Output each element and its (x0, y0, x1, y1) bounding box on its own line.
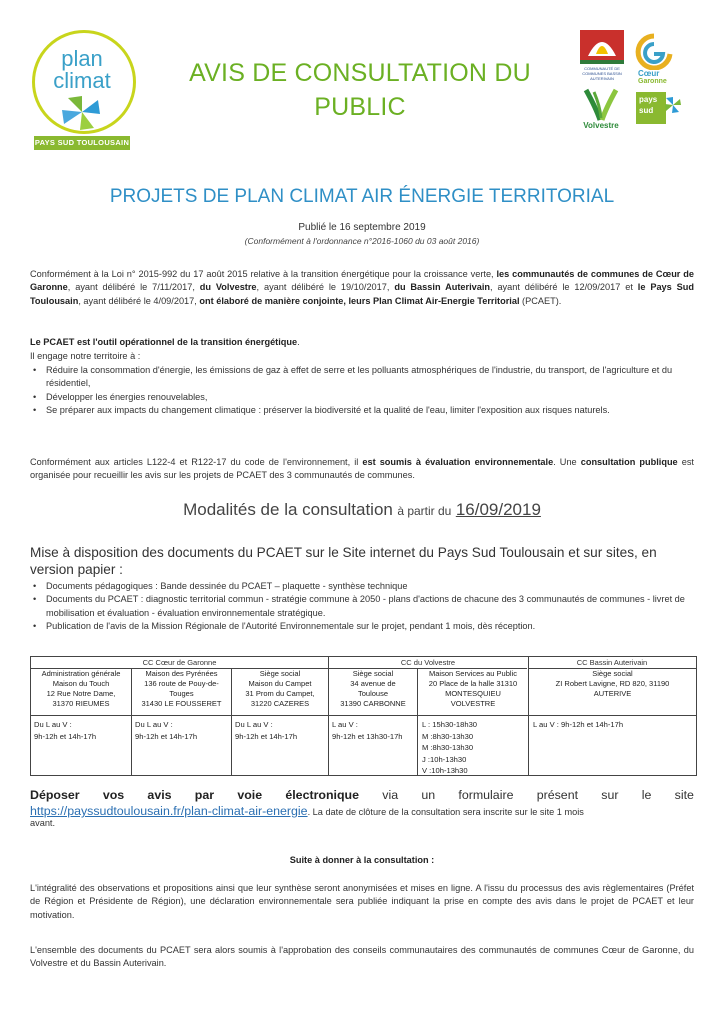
hours-line: M :8h30-13h30 (422, 743, 474, 752)
hours-line: J :10h-13h30 (422, 754, 467, 764)
office-cell (132, 669, 231, 709)
table-group-header: CC Bassin Auterivain (528, 657, 696, 669)
bassin-auterivain-band: COMMUNAUTÉ DE COMMUNES BASSIN AUTERIVAIN (582, 66, 622, 81)
hours-line: 9h-12h et 14h-17h (34, 731, 97, 741)
pcaet-bold: Le PCAET est l'outil opérationnel de la transition énergétique (30, 337, 298, 347)
intro-text-3: , ayant délibéré le 19/10/2017, (256, 282, 395, 293)
env-bold-1: est soumis à évaluation environnementale (362, 457, 554, 467)
env-text-3: est organisée pour recueillir les avis sur les projets de PCAET des 3 communautés de communes. (30, 457, 694, 481)
office-line: Maison du Touch (52, 679, 110, 688)
hours-line: V :10h-13h30 (422, 766, 468, 775)
hours-line: 9h-12h et 14h-17h (135, 731, 198, 741)
bassin-auterivain-logo (578, 30, 626, 86)
engage-list (30, 364, 694, 418)
office-line: MONTESQUIEU (445, 689, 501, 698)
intro-bold-1: les communautés de communes de Cœur de Garonne (30, 269, 694, 293)
logo-climat-text: climat (53, 68, 111, 93)
coeur-de-garonne-logo (632, 32, 676, 88)
title-line-2: PUBLIC (314, 93, 406, 121)
office-line: Maison Services au Public (429, 669, 517, 678)
pays-sud-block (636, 92, 666, 124)
hours-line: L au V : (332, 720, 358, 729)
hours-line: Du L au V : (135, 720, 173, 729)
mise-a-disposition-heading: Mise à disposition des documents du PCAET sur le Site internet du Pays Sud Toulousain et sur sites, en version papier : (30, 545, 657, 577)
modalites-apartir: à partir du (397, 504, 452, 518)
depose-word: présent (536, 788, 579, 802)
title-line-1: AVIS DE CONSULTATION DU (189, 59, 531, 87)
office-line: Siège social (592, 669, 633, 678)
depose-word: Déposer (30, 788, 80, 802)
suite-heading: Suite à donner à la consultation : (289, 855, 435, 865)
depose-line-2 (30, 804, 694, 818)
documents-list (30, 580, 694, 634)
integralite-paragraph: L'intégralité des observations et propositions ainsi que leur synthèse seront anonymisées et mises en ligne. A l'issu du processus des avis règlementaires (Préfet de Région et Présidente de Région), une déclaration environnementale sera publiée indiquant la prise en compte des avis dans le projet de PCAET et leur motivation. (30, 883, 694, 920)
office-line: VOLVESTRE (450, 699, 496, 708)
pays-text: pays (639, 95, 658, 104)
office-line: ZI Robert Lavigne, RD 820, 31190 (555, 679, 670, 688)
depose-word: site (674, 788, 694, 802)
modalites-label: Modalités de la consultation (183, 500, 393, 519)
list-item: • Documents du PCAET : diagnostic territorial commun - stratégie commune à 2050 - plans d'actions de chacune des 3 communautés de communes - livret de mobilisation et évaluation - évaluation environnementale stratégique. (30, 593, 694, 620)
sud-text: sud (639, 106, 654, 115)
office-cell (329, 669, 417, 709)
depose-word: sur (601, 788, 619, 802)
publication-date: Publié le 16 septembre 2019 (298, 222, 426, 233)
office-line: Administration générale (41, 669, 121, 678)
hours-line: L au V : 9h-12h et 14h-17h (533, 720, 624, 729)
depose-word: avis (147, 788, 172, 802)
modalites-date: 16/09/2019 (455, 500, 541, 519)
pays-sud-pinwheel-icon (664, 96, 682, 114)
office-line: Maison du Campet (248, 679, 312, 688)
table-row-divider (31, 715, 696, 716)
depose-word: par (194, 788, 215, 802)
plan-climat-link[interactable]: https://payssudtoulousain.fr/plan-climat-air-energie (30, 804, 308, 818)
hours-line: Du L au V : (235, 720, 273, 729)
office-line: Touges (169, 689, 194, 698)
depose-line-1 (30, 788, 694, 802)
depose-word: voie (237, 788, 263, 802)
office-hours (422, 719, 527, 777)
intro-bold-4: le Pays Sud Toulousain (30, 282, 694, 306)
intro-text-4: , ayant délibéré le 12/09/2017 et (490, 282, 638, 293)
modalites-heading (0, 500, 724, 520)
hours-line: M :8h30-13h30 (422, 731, 474, 741)
office-hours (135, 719, 230, 742)
list-item: • Développer les énergies renouvelables, (30, 391, 694, 404)
office-line: 34 avenue de (350, 679, 396, 688)
office-line: 31430 LE FOUSSERET (141, 699, 222, 708)
depose-rest: . La date de clôture de la consultation sera inscrite sur le site 1 mois (307, 807, 584, 817)
office-line: Siège social (352, 669, 394, 678)
ensemble-paragraph: L'ensemble des documents du PCAET sera alors soumis à l'approbation des conseils communautaires des communautés de communes Cœur de Garonne, du Volvestre et du Bassin Auterivain. (30, 945, 694, 969)
intro-text-5: , ayant délibéré le 4/09/2017, (78, 295, 200, 306)
table-group-header: CC du Volvestre (329, 657, 527, 669)
volvestre-logo (578, 88, 624, 132)
office-hours (235, 719, 327, 742)
office-cell (418, 669, 528, 709)
intro-text-1: Conformément à la Loi n° 2015-992 du 17 août 2015 relative à la transition énergétique pour la croissance verte, (30, 269, 497, 279)
office-line: 31220 CAZERES (250, 699, 310, 708)
office-line: AUTERIVE (593, 689, 632, 698)
env-text-1: Conformément aux articles L122-4 et R122-17 du code de l'environnement, il (30, 457, 363, 467)
document-subtitle: PROJETS DE PLAN CLIMAT AIR ÉNERGIE TERRITORIAL (109, 186, 615, 207)
table-group-header: CC Cœur de Garonne (31, 657, 328, 669)
hours-line: L : 15h30-18h30 (422, 720, 478, 729)
office-line: 31 Prom du Campet, (245, 689, 315, 698)
hours-line: Du L au V : (34, 720, 72, 729)
depose-word: un (421, 788, 436, 802)
office-hours (332, 719, 416, 742)
environment-paragraph (30, 456, 694, 483)
office-line: Maison des Pyrénées (145, 669, 218, 678)
depose-word: formulaire (458, 788, 514, 802)
depose-word: vos (102, 788, 125, 802)
hours-line: 9h-12h et 13h30-17h (332, 731, 403, 741)
depose-line-3: avant. (30, 818, 56, 828)
depose-paragraph (30, 788, 694, 828)
volvestre-text: Volvestre (583, 121, 619, 130)
intro-text-2: , ayant délibéré le 7/11/2017, (67, 282, 200, 293)
coeur-de-garonne-emblem-icon (632, 32, 676, 70)
logo-plan-text: plan (61, 46, 103, 71)
intro-bold-3: du Bassin Auterivain (394, 282, 491, 293)
office-line: 136 route de Pouy-de- (144, 679, 219, 688)
office-cell (31, 669, 131, 709)
offices-table (30, 656, 697, 776)
office-line: 20 Place de la halle 31310 (428, 679, 518, 688)
page-title (160, 56, 560, 124)
depose-word: via (382, 788, 399, 802)
list-item: • Documents pédagogiques : Bande dessinée du PCAET – plaquette - synthèse technique (30, 580, 694, 593)
intro-paragraph (30, 268, 694, 308)
office-hours (34, 719, 130, 742)
env-bold-2: consultation publique (580, 457, 678, 467)
depose-word: électronique (285, 788, 360, 802)
garonne-text: Garonne (638, 78, 667, 85)
office-hours (533, 719, 695, 731)
office-cell (529, 669, 696, 699)
pinwheel-icon (60, 92, 104, 132)
pcaet-statement (30, 336, 694, 349)
intro-text-6: (PCAET). (519, 295, 562, 306)
office-line: 31390 CARBONNE (340, 699, 406, 708)
depose-word: le (641, 788, 652, 802)
coeur-text: Cœur (638, 69, 660, 78)
list-item: • Publication de l'avis de la Mission Régionale de l'Autorité Environnementale sur le projet, pendant 1 mois, dès réception. (30, 620, 694, 633)
office-line: 12 Rue Notre Dame, (46, 689, 116, 698)
list-item: • Se préparer aux impacts du changement climatique : préserver la biodiversité et la qualité de l'eau, limiter l'exposition aux risques naturels. (30, 404, 694, 417)
env-text-2: . Une (553, 457, 581, 467)
engage-intro: Il engage notre territoire à : (30, 351, 141, 361)
office-cell (232, 669, 328, 709)
logo-band: PAYS SUD TOULOUSAIN (34, 136, 130, 150)
office-line: Siège social (259, 669, 301, 678)
plan-climat-logo (30, 30, 134, 152)
volvestre-emblem-icon (578, 88, 624, 122)
intro-bold-5: ont élaboré de manière conjointe, leurs Plan Climat Air-Energie Territorial (199, 295, 520, 306)
pays-sud-logo (636, 92, 684, 126)
list-item: • Réduire la consommation d'énergie, les émissions de gaz à effet de serre et les polluants atmosphériques de l'industrie, du transport, de l'agriculture et du résidentiel, (30, 364, 694, 391)
office-line: 31370 RIEUMES (52, 699, 110, 708)
ordonnance-reference: (Conformément à l'ordonnance n°2016-1060 du 03 août 2016) (244, 236, 480, 246)
intro-bold-2: du Volvestre (199, 282, 257, 293)
office-line: Toulouse (357, 689, 389, 698)
pcaet-period: . (297, 337, 300, 347)
hours-line: 9h-12h et 14h-17h (235, 731, 298, 741)
